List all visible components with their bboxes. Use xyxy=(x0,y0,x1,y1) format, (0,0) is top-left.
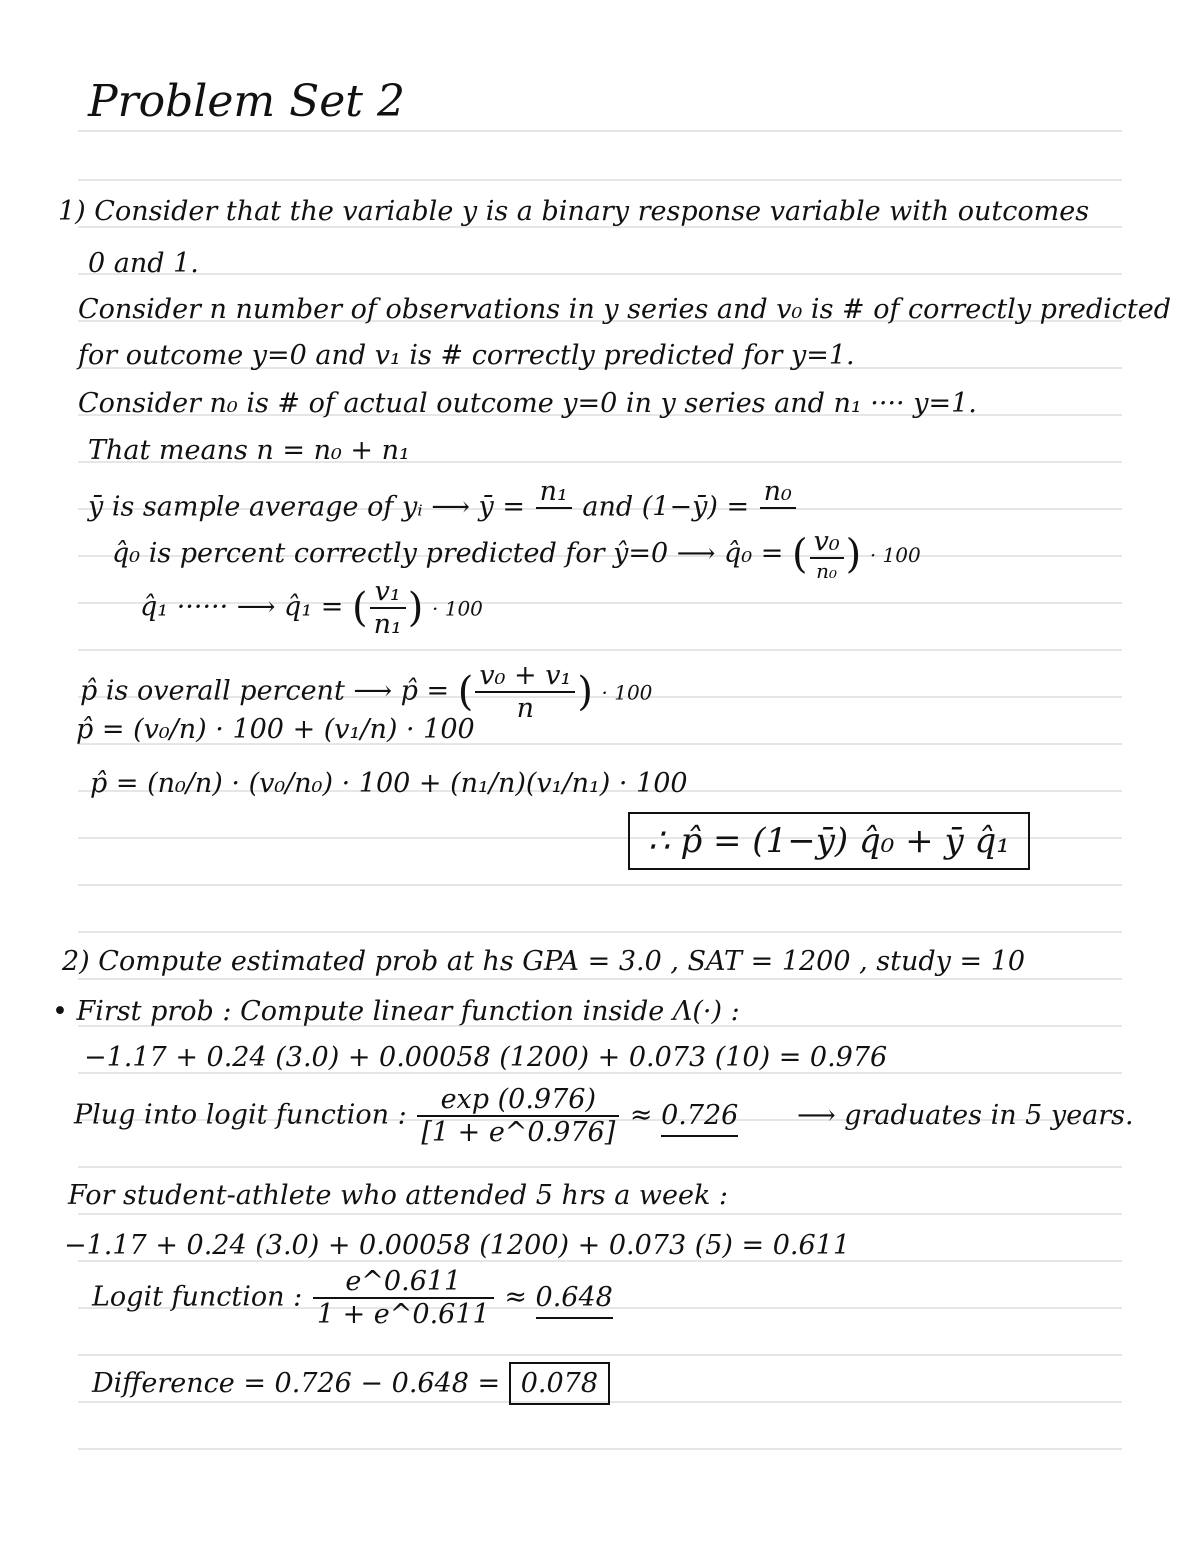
logit-denominator-1: [1 + e^0.976] xyxy=(421,1117,616,1148)
q0-fraction xyxy=(810,528,844,581)
p-fraction xyxy=(475,662,575,722)
q1-numerator: v₁ xyxy=(370,578,406,609)
p-denominator: n xyxy=(516,693,535,724)
p1-line-5: Consider n₀ is # of actual outcome y=0 in y series and n₁ ···· y=1. xyxy=(78,388,977,419)
logit-function-label: Logit function : xyxy=(92,1281,303,1313)
p2-line-7 xyxy=(92,1268,613,1328)
p1-result-box: ∴ p̂ = (1−ȳ) q̂₀ + ȳ q̂₁ xyxy=(628,812,1030,870)
p-tail: · 100 xyxy=(601,680,653,705)
p2-line-5: For student-athlete who attended 5 hrs a week : xyxy=(68,1180,728,1211)
plug-into-logit: Plug into logit function : xyxy=(74,1099,407,1131)
p1-line-11: p̂ = (v₀/n) · 100 + (v₁/n) · 100 xyxy=(76,714,475,745)
p2-line-3: −1.17 + 0.24 (3.0) + 0.00058 (1200) + 0.073 (10) = 0.976 xyxy=(84,1042,888,1073)
p2-line-8 xyxy=(92,1370,610,1397)
logit-fraction-2 xyxy=(313,1268,494,1328)
p1-line-3: Consider n number of observations in y series and v₀ is # of correctly predicted xyxy=(78,294,1171,325)
p1-line-6: That means n = n₀ + n₁ xyxy=(88,435,410,466)
ybar-definition: ȳ is sample average of yᵢ ⟶ ȳ = xyxy=(88,491,525,523)
ybar-numerator: n₁ xyxy=(536,478,572,509)
page-title: Problem Set 2 xyxy=(88,76,405,127)
q1-denominator: n₁ xyxy=(373,609,402,640)
logit-numerator-2: e^0.611 xyxy=(313,1268,494,1299)
p2-line-4 xyxy=(74,1086,1134,1146)
logit-fraction-1 xyxy=(417,1086,619,1146)
p1-line-8: q̂₀ is percent correctly predicted for ŷ=0 ⟶ q̂₀ = ( $\frac{\text{v₀}}{\text{n₀}}$ ) · 100 xyxy=(112,526,921,583)
q1-fraction xyxy=(370,578,406,638)
p-definition: p̂ is overall percent ⟶ p̂ = xyxy=(80,675,450,707)
p1-line-12: p̂ = (n₀/n) · (v₀/n₀) · 100 + (n₁/n)(v₁/n₁) · 100 xyxy=(90,768,688,799)
prob-result-1: 0.726 xyxy=(661,1100,738,1137)
p-numerator: v₀ + v₁ xyxy=(475,662,575,693)
prob-result-2: 0.648 xyxy=(536,1282,613,1319)
q0-denominator: n₀ xyxy=(816,559,838,583)
q1-definition: q̂₁ ······ ⟶ q̂₁ = xyxy=(140,591,344,623)
approx-sign-2: ≈ xyxy=(504,1281,527,1313)
p2-line-1: 2) Compute estimated prob at hs GPA = 3.0 , SAT = 1200 , study = 10 xyxy=(62,946,1026,977)
q0-numerator: v₀ xyxy=(810,528,844,559)
q0-definition: q̂₀ is percent correctly predicted for ŷ=0 ⟶ q̂₀ = xyxy=(112,538,784,569)
difference-result-box: 0.078 xyxy=(509,1362,610,1405)
p1-line-2: 0 and 1. xyxy=(88,248,199,279)
approx-sign-1: ≈ xyxy=(629,1099,653,1131)
q1-tail: · 100 xyxy=(432,596,483,621)
p1-line-10: p̂ is overall percent ⟶ p̂ = ( $\frac{\text{v₀ + v₁}}{n}$ ) · 100 xyxy=(80,660,653,724)
p2-line-2: • First prob : Compute linear function inside Λ(·) : xyxy=(52,996,740,1027)
logit-numerator-1: exp (0.976) xyxy=(417,1086,619,1117)
q0-tail: · 100 xyxy=(869,543,921,567)
logit-denominator-2: 1 + e^0.611 xyxy=(316,1299,490,1330)
p1-line-4: for outcome y=0 and v₁ is # correctly predicted for y=1. xyxy=(78,340,855,371)
p1-line-9: q̂₁ ······ ⟶ q̂₁ = ( $\frac{\text{v₁}}{\text{n₁}}$ ) · 100 xyxy=(140,576,483,640)
one-minus-ybar: and (1−ȳ) = xyxy=(582,491,750,523)
graduates-note: ⟶ graduates in 5 years. xyxy=(796,1099,1134,1131)
p1-line-1: 1) Consider that the variable y is a binary response variable with outcomes xyxy=(58,196,1090,227)
p2-line-6: −1.17 + 0.24 (3.0) + 0.00058 (1200) + 0.073 (5) = 0.611 xyxy=(64,1230,851,1261)
difference-equation: Difference = 0.726 − 0.648 = xyxy=(92,1368,501,1399)
one-minus-ybar-numerator: n₀ xyxy=(760,478,796,509)
